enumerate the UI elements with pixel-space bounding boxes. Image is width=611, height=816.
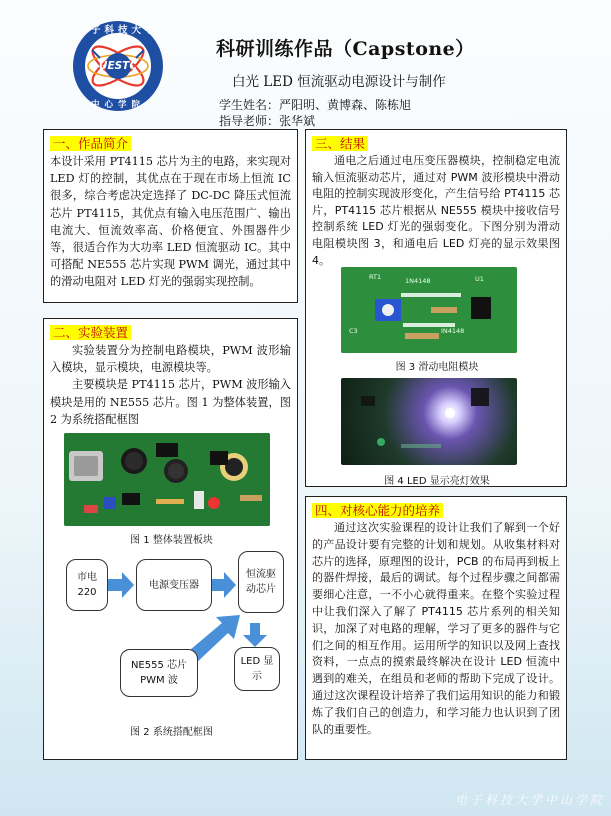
figure-2-caption: 图 2 系统搭配框图: [130, 727, 213, 738]
figure-4-photo: [341, 378, 517, 465]
section-text: 通电之后通过电压变压器模块，控制稳定电流输入恒流驱动芯片，通过对 PWM 波形模块中滑动电阻的控制实现波形变化，产生信号给 PT4115 芯片，PT4115 芯片根据从 NE555 模块中接收信号控制系统 LED 灯光的强弱变化。下图分别为滑动电阻模块图 3，和通电后 LED 灯亮的显示效果图 4。: [312, 154, 560, 267]
logo-center-text: UESTC: [98, 60, 138, 72]
pcb-label-d1: 1N4148: [405, 277, 431, 285]
logo-top-text: 电子科技大学: [77, 25, 159, 36]
university-logo: [72, 20, 164, 112]
pcb-label-c3: C3: [349, 327, 358, 335]
block-mains: 市电 220: [66, 559, 108, 611]
figure-3-photo: [341, 267, 517, 353]
block-driver-chip: 恒流驱动芯片: [238, 551, 284, 613]
lit-led-icon: [341, 378, 517, 465]
footer-watermark: 电子科技大学中山学院: [454, 793, 605, 807]
section-results: [305, 129, 567, 487]
figure-3-caption: 图 3 滑动电阻模块: [395, 362, 479, 373]
pcb-label-d2: IN4148: [441, 327, 465, 335]
arrow-right-icon: [209, 572, 236, 598]
section-paragraph: 主要模块是 PT4115 芯片，PWM 波形输入模块是用的 NE555 芯片。图 1 为整体装置，图 2 为系统搭配框图: [50, 378, 291, 426]
circuit-board-icon: [64, 433, 270, 526]
figure-4-caption: 图 4 LED 显示亮灯效果: [384, 476, 490, 487]
logo-bottom-text: 中心学院: [90, 100, 145, 110]
page-title: 科研训练作品（Capstone）: [216, 38, 475, 60]
section-heading: 四、对核心能力的培养: [312, 503, 443, 518]
section-heading: 一、作品简介: [50, 136, 131, 151]
section-heading: 三、结果: [312, 136, 368, 151]
advisor-name: 指导老师：张华斌: [219, 114, 316, 128]
section-text: 本设计采用 PT4115 芯片为主的电路，来实现对 LED 灯的控制，其优点在于现在市场上恒流 IC 很多，综合考虑决定选择了 DC-DC 降压式恒流芯片 PT4115，其优点有输入电压范围广、输出电流大、恒流效率高、价格便宜、外围器件少等，很适合作为大功率 LED 恒流驱动 IC。其中可搭配 NE555 芯片实现 PWM 调光，通过其中的滑动电阻对 LED 灯光的强弱实现控制。: [50, 155, 291, 289]
student-names: 学生姓名：严阳明、黄博森、陈栋旭: [219, 98, 412, 112]
figure-1-photo: [64, 433, 270, 526]
arrow-right-icon: [104, 572, 134, 598]
pcb-label-u1: U1: [475, 275, 484, 283]
pcb-label-rt1: RT1: [369, 273, 382, 281]
block-led: LED 显示: [234, 647, 280, 691]
section-apparatus: [43, 318, 298, 760]
section-text: 通过这次实验课程的设计让我们了解到一个好的产品设计要有完整的计划和规划。从收集材料对芯片的选择，原理图的设计，PCB 的布局再到板上的器件焊接，最后的调试。每个过程步骤之间都需要细心注意，一不小心就得重来。在整个实验过程中让我们深入了解了 PT4115 芯片系列的相关知识，加深了对电路的理解，学习了更多的器件与它们之间的相互作用。运用所学的知识以及网上查找资料，一点点的摸索最终解决在设计 LED 恒流中遇到的难关，在组员和老师的帮助下完成了设计。通过这次课程设计培养了我们运用知识的能力和锻炼了我们自己的创造力，和学习能力也认识到了团队的重要性。: [312, 521, 560, 736]
arrow-down-icon: [243, 623, 267, 647]
section-paragraph: 实验装置分为控制电路模块，PWM 波形输入模块，显示模块，电源模块等。: [50, 344, 291, 375]
page-subtitle: 白光 LED 恒流驱动电源设计与制作: [232, 74, 446, 90]
section-abilities: [305, 496, 567, 760]
block-transformer: 电源变压器: [136, 559, 212, 611]
section-heading: 二、实验装置: [50, 325, 131, 340]
section-introduction: [43, 129, 298, 303]
block-ne555: NE555 芯片 PWM 波: [120, 649, 198, 697]
figure-1-caption: 图 1 整体装置板块: [130, 535, 213, 546]
